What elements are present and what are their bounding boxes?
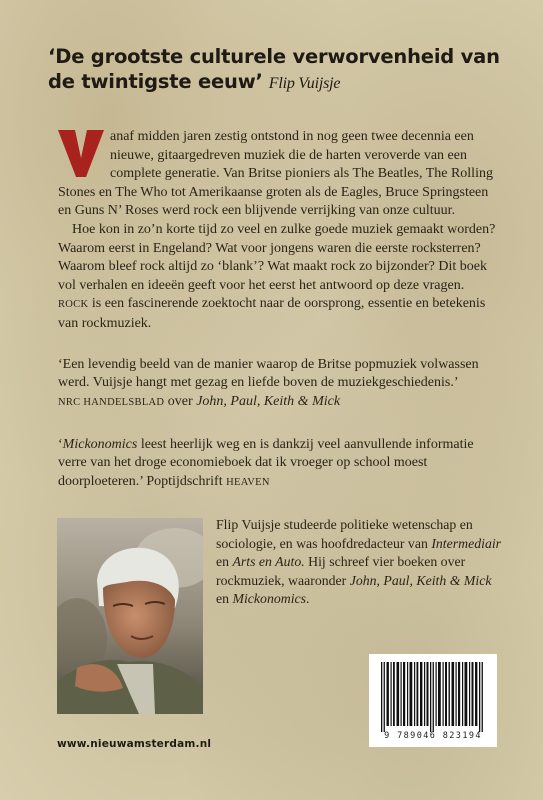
author-photo xyxy=(57,518,203,714)
review-quote-heaven: ‘Mickonomics leest heerlijk weg en is dankzij veel aanvullende informatie verre van het droge economieboek dat ik vroeger op school moest doorploeteren.’ Poptijdschrift HEAVEN xyxy=(58,437,474,489)
review-quote-nrc: ‘Een levendig beeld van de manier waarop de Britse popmuziek volwassen werd. Vuijsje hangt met gezag en liefde boven de muziekgeschiedenis.’ NRC HANDELSBLAD over John, Paul, Keith & Mick xyxy=(58,357,479,409)
quote-source-heaven: HEAVEN xyxy=(226,476,270,488)
quote-book-title: John, Paul, Keith & Mick xyxy=(196,393,341,409)
isbn-number: 9 789046 823194 xyxy=(384,731,482,741)
intro-paragraph-1: anaf midden jaren zestig ontstond in nog geen twee decennia een nieuwe, gitaargedreven muziek die de harten veroverde van een complete generatie. Van Britse pioniers als The Beatles, The Rolling Stones en The Who tot Amerikaanse groten als de Eagles, Bruce Springsteen en Guns N’ Roses werd rock een blijvende verrijking van onze cultuur. xyxy=(58,129,493,219)
quote-source-nrc: NRC HANDELSBLAD xyxy=(58,396,165,408)
author-bio: Flip Vuijsje studeerde politieke wetenschap en sociologie, en was hoofdredacteur van Intermediair en Arts en Auto. Hij schreef vier boeken over rockmuziek, waaronder John, Paul, Keith & Mick en Mickonomics. xyxy=(216,517,502,607)
headline-author: Flip Vuijsje xyxy=(268,75,341,92)
publisher-website[interactable]: www.nieuwamsterdam.nl xyxy=(57,738,212,750)
dropcap-v xyxy=(58,130,104,177)
intro-paragraph-2: Hoe kon in zo’n korte tijd zo veel en zulke goede muziek gemaakt worden? Waarom eerst in Engeland? Wat voor jongens waren die eerste rocksterren? Waarom bleef rock altijd zo ‘blank’? Wat maakt rock zo bijzonder? Dit boek vol verhalen en ideeën geeft voor het eerst het antwoord op deze vragen. ROCK is een fascinerende zoektocht naar de oorsprong, essentie en betekenis van rockmuziek. xyxy=(58,221,496,331)
intro-text xyxy=(58,128,496,334)
bio-author-name: Flip Vuijsje xyxy=(216,517,281,532)
quote-book-mickonomics: Mickonomics xyxy=(62,437,138,452)
book-title-rock: ROCK xyxy=(58,299,89,311)
isbn-barcode xyxy=(369,654,497,747)
headline-text: ‘De grootste culturele verworvenheid van de twintigste eeuw’ xyxy=(48,45,500,93)
headline-quote xyxy=(48,44,518,96)
